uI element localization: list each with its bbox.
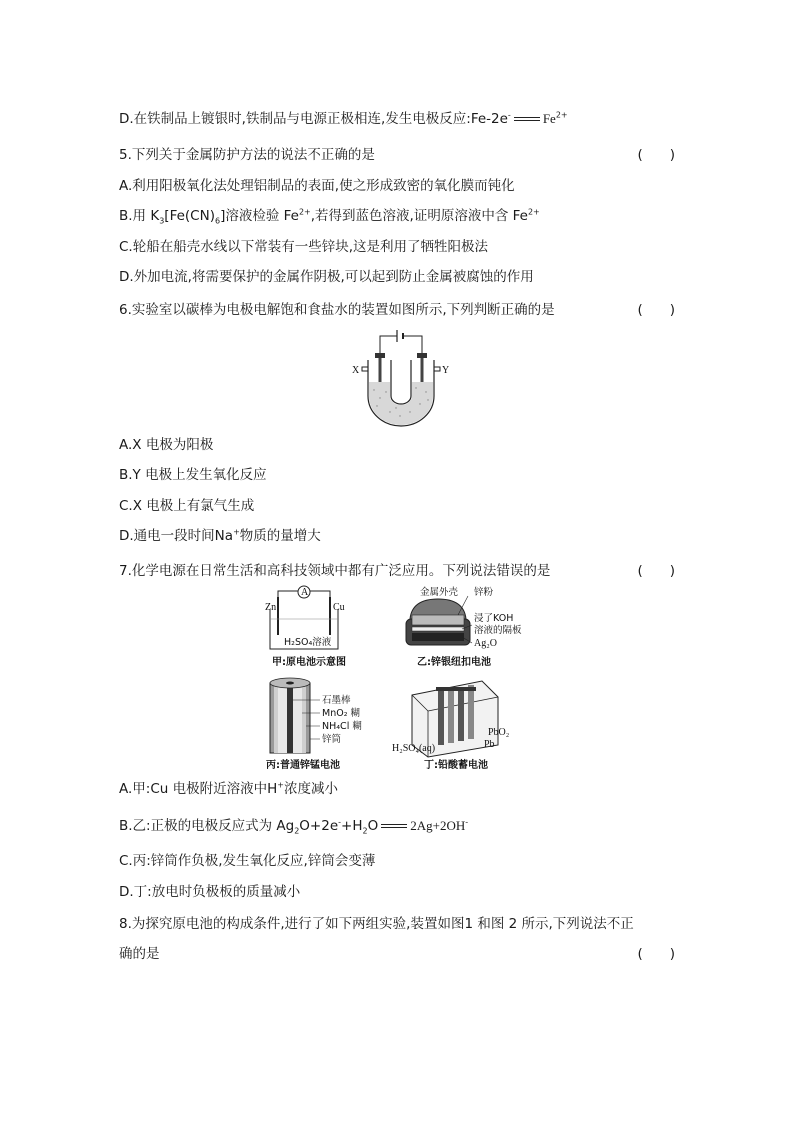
- option-7a: [119, 780, 675, 798]
- answer-blank-8[interactable]: ( ): [637, 946, 675, 962]
- option-7c: C.丙:锌筒作负极,发生氧化反应,锌筒会变薄: [119, 853, 376, 869]
- superscript: -: [465, 817, 469, 827]
- superscript: 2+: [555, 110, 568, 120]
- option-5d: D.外加电流,将需要保护的金属作阴极,可以起到防止金属被腐蚀的作用: [119, 269, 534, 285]
- option-text: O: [367, 818, 379, 834]
- cu-electrode-label: Cu: [333, 602, 345, 613]
- ammeter-label: A: [301, 587, 309, 598]
- caption-jia: 甲:原电池示意图: [272, 657, 346, 668]
- separator-label-1: 浸了KOH: [474, 613, 514, 624]
- question-text: 5.下列关于金属防护方法的说法不正确的是: [119, 147, 375, 163]
- option-text: 浓度减小: [283, 781, 338, 797]
- option-text: [Fe(CN): [164, 208, 215, 224]
- electrode-x-label: X: [352, 365, 360, 376]
- option-text: 物质的量增大: [239, 528, 321, 544]
- subscript: 3: [159, 216, 165, 226]
- superscript: -: [338, 817, 342, 827]
- zinc-can-label: 锌筒: [322, 734, 342, 745]
- galvanic-cell-diagram: [265, 586, 346, 668]
- caption-yi: 乙:锌银纽扣电池: [417, 657, 491, 668]
- answer-blank-5[interactable]: ( ): [637, 147, 675, 163]
- option-6a: A.X 电极为阳极: [119, 437, 214, 453]
- mno2-label: MnO₂ 糊: [322, 708, 361, 719]
- lead-acid-battery-diagram: [392, 681, 509, 771]
- option-5b: [119, 207, 675, 225]
- option-text: A.甲:Cu 电极附近溶液中H: [119, 781, 278, 797]
- option-text: D.通电一段时间Na: [119, 528, 234, 544]
- shell-label: 金属外壳: [420, 587, 459, 598]
- separator-label-2: 溶液的隔板: [474, 625, 522, 636]
- option-6b: B.Y 电极上发生氧化反应: [119, 467, 267, 483]
- option-text: B.用 K: [119, 208, 160, 224]
- question-7: [119, 562, 675, 580]
- subscript: 6: [214, 216, 221, 226]
- option-7b: [119, 817, 675, 835]
- option-5c: C.轮船在船壳水线以下常装有一些锌块,这是利用了牺牲阳极法: [119, 239, 489, 255]
- subscript: 2: [362, 826, 368, 836]
- chemical-batteries-figure: [262, 585, 534, 775]
- option-text: +H: [341, 818, 363, 834]
- option-d-previous: [119, 110, 675, 128]
- question-6: [119, 301, 675, 319]
- option-text: O+2e: [299, 818, 339, 834]
- zn-electrode-label: Zn: [265, 602, 277, 613]
- graphite-rod-label: 石墨棒: [322, 695, 351, 706]
- option-6d: [119, 527, 675, 545]
- electrode-y-label: Y: [442, 365, 450, 376]
- product: Fe: [542, 111, 556, 126]
- superscript: -: [507, 110, 511, 120]
- answer-blank-6[interactable]: ( ): [637, 302, 675, 318]
- subscript: 2: [294, 826, 300, 836]
- equals-sign: [514, 117, 540, 121]
- question-8-line-1: 8.为探究原电池的构成条件,进行了如下两组实验,装置如图1 和图 2 所示,下列说法不正: [119, 916, 634, 932]
- option-text: ,若得到蓝色溶液,证明原溶液中含 Fe: [310, 208, 528, 224]
- question-text: 7.化学电源在日常生活和高科技领域中都有广泛应用。下列说法错误的是: [119, 563, 551, 579]
- dry-cell-diagram: [266, 678, 362, 771]
- caption-bing: 丙:普通锌锰电池: [266, 760, 340, 771]
- option-text: ]溶液检验 Fe: [220, 208, 299, 224]
- question-5: [119, 146, 675, 164]
- equals-sign: [381, 824, 407, 828]
- nh4cl-label: NH₄Cl 糊: [322, 721, 362, 732]
- superscript: +: [233, 527, 240, 537]
- button-cell-diagram: [406, 586, 522, 668]
- electrolysis-u-tube-figure: [350, 326, 450, 430]
- option-text: B.乙:正极的电极反应式为 Ag: [119, 818, 295, 834]
- option-text: D.在铁制品上镀银时,铁制品与电源正极相连,发生电极反应:Fe-2e: [119, 111, 508, 127]
- ag2o-label: Ag₂O: [474, 638, 497, 649]
- pbo2-label: PbO₂: [488, 727, 510, 738]
- answer-blank-7[interactable]: ( ): [637, 563, 675, 579]
- caption-ding: 丁:铅酸蓄电池: [424, 760, 488, 771]
- superscript: +: [277, 780, 284, 790]
- superscript: 2+: [298, 207, 311, 217]
- superscript: 2+: [527, 207, 540, 217]
- question-8-line-2: 确的是: [119, 946, 160, 962]
- option-6c: C.X 电极上有氯气生成: [119, 498, 255, 514]
- zinc-powder-label: 锌粉: [474, 587, 494, 598]
- pb-label: Pb: [484, 739, 495, 750]
- option-5a: A.利用阳极氧化法处理铝制品的表面,使之形成致密的氧化膜而钝化: [119, 178, 515, 194]
- acid-label: H₂SO₄(aq): [392, 743, 436, 754]
- option-7d: D.丁:放电时负极板的质量减小: [119, 884, 301, 900]
- product: 2Ag+2OH: [410, 818, 466, 833]
- solution-label: H₂SO₄溶液: [284, 637, 332, 648]
- question-text: 6.实验室以碳棒为电极电解饱和食盐水的装置如图所示,下列判断正确的是: [119, 302, 555, 318]
